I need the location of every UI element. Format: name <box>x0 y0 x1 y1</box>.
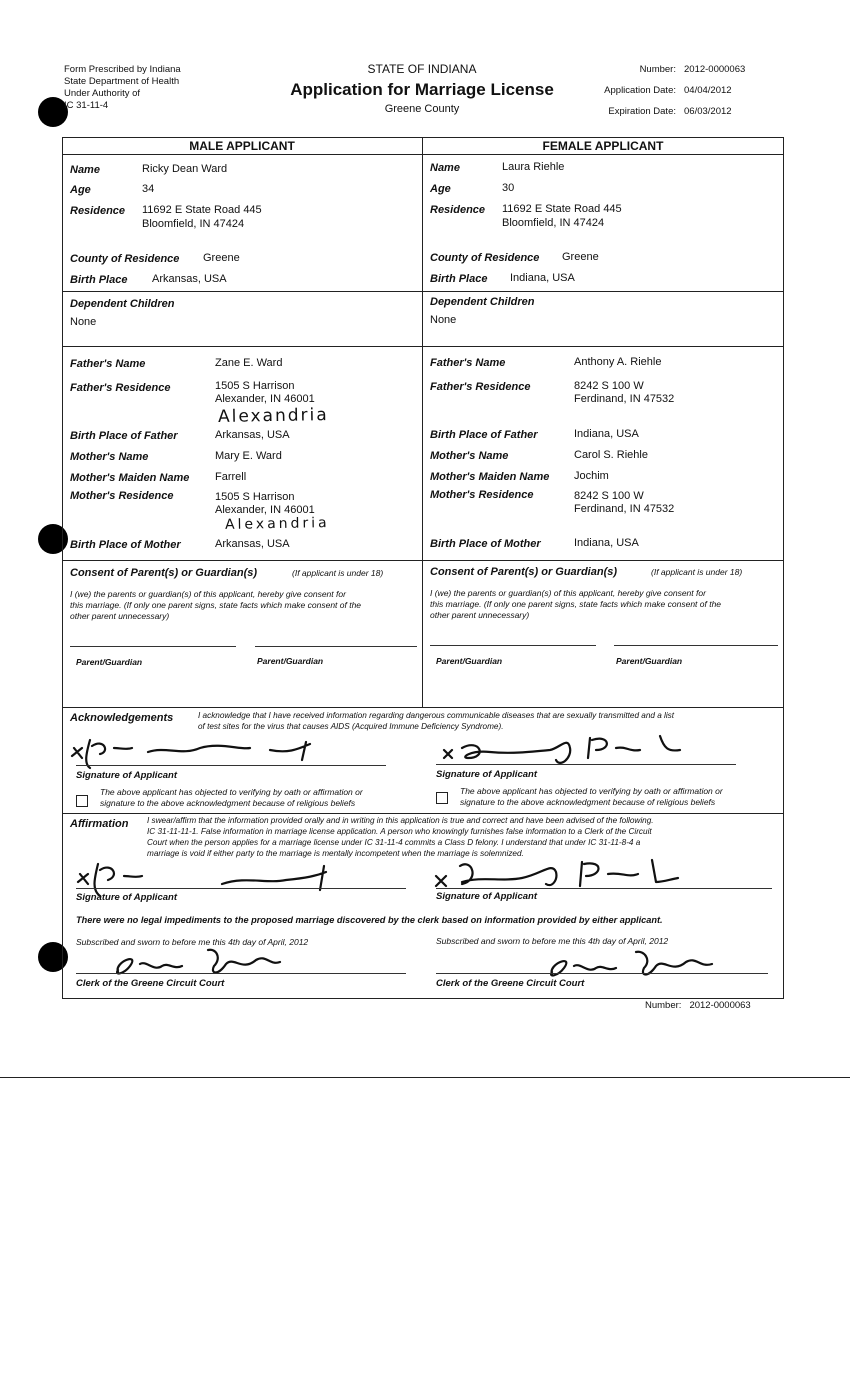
ack-line: of test sites for the virus that causes AIDS (Acquired Immune Deficiency Syndrome). <box>198 722 504 731</box>
female-name-label: Name <box>430 162 460 174</box>
male-mother-maiden-label: Mother's Maiden Name <box>70 472 190 484</box>
female-father-name-value: Anthony A. Riehle <box>574 356 662 368</box>
male-county-value: Greene <box>203 252 240 264</box>
female-applicant-heading: FEMALE APPLICANT <box>542 139 664 153</box>
male-mother-residence-label: Mother's Residence <box>70 490 174 502</box>
female-mother-residence-line2: Ferdinand, IN 47532 <box>574 503 675 515</box>
objection-line: signature to the above acknowledgment because of religious beliefs <box>460 797 716 807</box>
female-father-name-label: Father's Name <box>430 357 506 369</box>
male-birthplace-value: Arkansas, USA <box>152 273 227 285</box>
female-ack-signature <box>440 728 700 773</box>
male-affirm-signature-label: Signature of Applicant <box>76 892 177 903</box>
female-ack-signature-line <box>436 764 736 765</box>
affirmation-title: Affirmation <box>70 818 129 830</box>
section-rule <box>62 707 784 708</box>
male-mother-maiden-value: Farrell <box>215 471 247 483</box>
page-title: Application for Marriage License <box>290 80 554 99</box>
parent-guardian-label: Parent/Guardian <box>436 656 503 666</box>
female-father-birthplace-label: Birth Place of Father <box>430 429 538 441</box>
male-father-residence-line1: 1505 S Harrison <box>215 380 295 392</box>
number-label: Number: <box>639 64 676 75</box>
male-mother-residence-handwritten: Alexandria <box>224 515 330 533</box>
male-dependents-value: None <box>70 316 97 328</box>
female-dependents-value: None <box>430 314 457 326</box>
male-ack-signature-line <box>76 765 386 766</box>
female-mother-maiden-label: Mother's Maiden Name <box>430 471 550 483</box>
parent-guardian-label: Parent/Guardian <box>76 657 143 667</box>
female-age-label: Age <box>430 183 451 195</box>
male-mother-birthplace-label: Birth Place of Mother <box>70 539 181 551</box>
female-father-residence-line2: Ferdinand, IN 47532 <box>574 393 675 405</box>
prescribed-line: Under Authority of <box>64 88 141 99</box>
ack-line: I acknowledge that I have received information regarding dangerous communicable diseases that are sexually transmitted and a list <box>198 711 675 720</box>
footer-number-value: 2012-0000063 <box>689 1000 751 1011</box>
objection-line: The above applicant has objected to verifying by oath or affirmation or <box>460 786 723 796</box>
affirm-line: IC 31-11-11-1. False information in marriage license application. A person who knowingly furnishes false information to a Clerk of the Circuit <box>147 827 652 836</box>
page-bottom-rule <box>0 1077 850 1078</box>
consent-line: this marriage. (If only one parent signs, state facts which make consent of the <box>70 600 362 610</box>
section-rule <box>62 346 784 347</box>
male-father-birthplace-value: Arkansas, USA <box>215 429 290 441</box>
county-heading: Greene County <box>384 103 460 115</box>
parent-guardian-label: Parent/Guardian <box>257 656 324 666</box>
prescribed-line: IC 31-11-4 <box>64 100 109 111</box>
male-clerk-signature <box>110 942 310 982</box>
consent-line: this marriage. (If only one parent signs, state facts which make consent of the <box>430 599 722 609</box>
male-mother-residence-line1: 1505 S Harrison <box>215 491 295 503</box>
application-date-label: Application Date: <box>604 85 676 96</box>
male-dependents-label: Dependent Children <box>70 298 175 310</box>
female-birthplace-value: Indiana, USA <box>510 272 575 284</box>
consent-line: I (we) the parents or guardian(s) of this applicant, hereby give consent for <box>70 589 346 599</box>
female-mother-birthplace-value: Indiana, USA <box>574 537 639 549</box>
male-applicant-heading: MALE APPLICANT <box>189 139 295 153</box>
female-sworn-text: Subscribed and sworn to before me this 4th day of April, 2012 <box>436 936 669 946</box>
male-name-label: Name <box>70 164 100 176</box>
male-age-label: Age <box>70 184 91 196</box>
female-mother-name-label: Mother's Name <box>430 450 509 462</box>
acknowledgements-title: Acknowledgements <box>70 712 174 724</box>
female-mother-birthplace-label: Birth Place of Mother <box>430 538 541 550</box>
form-prescribed-block <box>64 64 224 112</box>
prescribed-line: State Department of Health <box>64 76 180 87</box>
affirm-line: Court when the person applies for a marriage license under IC 31-11-4 commits a Class D felony. I understand that under IC 31-11-8-4 a <box>147 838 641 847</box>
male-mother-residence-line2: Alexander, IN 46001 <box>215 504 315 516</box>
female-county-label: County of Residence <box>430 252 540 264</box>
state-heading: STATE OF INDIANA <box>367 62 477 76</box>
male-father-name-value: Zane E. Ward <box>215 357 283 369</box>
female-birthplace-label: Birth Place <box>430 273 488 285</box>
male-objection-checkbox[interactable] <box>76 795 88 807</box>
consent-line: other parent unnecessary) <box>430 610 530 620</box>
female-father-residence-line1: 8242 S 100 W <box>574 380 644 392</box>
affirm-line: I swear/affirm that the information provided orally and in writing in this application is true and correct and have been advised of the following. <box>147 816 654 825</box>
female-affirm-signature-line <box>436 888 772 889</box>
expiration-date-value: 06/03/2012 <box>684 106 732 117</box>
female-mother-residence-label: Mother's Residence <box>430 489 534 501</box>
male-name-value: Ricky Dean Ward <box>142 163 228 175</box>
male-consent-text <box>70 589 420 622</box>
male-consent-title: Consent of Parent(s) or Guardian(s) <box>70 567 258 579</box>
male-father-residence-handwritten: Alexandria <box>217 405 329 427</box>
female-residence-line1: 11692 E State Road 445 <box>502 203 622 215</box>
no-impediments-statement: There were no legal impediments to the proposed marriage discovered by the clerk based on information provided by either applicant. <box>76 915 663 925</box>
female-dependents-label: Dependent Children <box>430 296 535 308</box>
male-residence-line1: 11692 E State Road 445 <box>142 204 262 216</box>
section-rule <box>62 291 784 292</box>
header-meta <box>590 64 770 127</box>
parent-signature-line <box>614 645 778 646</box>
consent-line: other parent unnecessary) <box>70 611 170 621</box>
female-objection-checkbox[interactable] <box>436 792 448 804</box>
male-objection-text <box>100 787 420 809</box>
application-date-value: 04/04/2012 <box>684 85 732 96</box>
footer-number-label: Number: <box>645 1000 682 1011</box>
objection-line: signature to the above acknowledgment because of religious beliefs <box>100 798 356 808</box>
female-mother-maiden-value: Jochim <box>574 470 609 482</box>
female-clerk-signature-line <box>436 973 768 974</box>
male-signature-label: Signature of Applicant <box>76 770 177 781</box>
female-name-value: Laura Riehle <box>502 161 565 173</box>
section-rule <box>62 560 784 561</box>
female-county-value: Greene <box>562 251 599 263</box>
male-residence-line2: Bloomfield, IN 47424 <box>142 218 245 230</box>
male-mother-name-value: Mary E. Ward <box>215 450 282 462</box>
female-consent-text <box>430 588 780 621</box>
male-affirm-signature-line <box>76 888 406 889</box>
female-consent-note: (If applicant is under 18) <box>651 567 743 577</box>
female-father-birthplace-value: Indiana, USA <box>574 428 639 440</box>
male-clerk-label: Clerk of the Greene Circuit Court <box>76 978 225 989</box>
male-residence-label: Residence <box>70 205 126 217</box>
male-birthplace-label: Birth Place <box>70 274 128 286</box>
consent-line: I (we) the parents or guardian(s) of this applicant, hereby give consent for <box>430 588 706 598</box>
female-clerk-label: Clerk of the Greene Circuit Court <box>436 978 585 989</box>
parent-guardian-label: Parent/Guardian <box>616 656 683 666</box>
male-father-name-label: Father's Name <box>70 358 146 370</box>
female-consent-title: Consent of Parent(s) or Guardian(s) <box>430 566 618 578</box>
female-affirm-signature-label: Signature of Applicant <box>436 891 537 902</box>
female-mother-name-value: Carol S. Riehle <box>574 449 648 461</box>
parent-signature-line <box>70 646 236 647</box>
footer-number <box>645 1000 751 1012</box>
male-father-residence-label: Father's Residence <box>70 382 171 394</box>
section-rule <box>62 813 784 814</box>
parent-signature-line <box>430 645 596 646</box>
female-residence-line2: Bloomfield, IN 47424 <box>502 217 605 229</box>
female-father-residence-label: Father's Residence <box>430 381 531 393</box>
male-father-residence-line2: Alexander, IN 46001 <box>215 393 315 405</box>
female-objection-text <box>460 786 780 808</box>
female-signature-label: Signature of Applicant <box>436 769 537 780</box>
female-age-value: 30 <box>502 182 515 194</box>
male-sworn-text: Subscribed and sworn to before me this 4th day of April, 2012 <box>76 937 309 947</box>
prescribed-line: Form Prescribed by Indiana <box>64 64 181 75</box>
column-divider <box>422 137 423 707</box>
number-value: 2012-0000063 <box>684 64 746 75</box>
male-consent-note: (If applicant is under 18) <box>292 568 384 578</box>
male-father-birthplace-label: Birth Place of Father <box>70 430 178 442</box>
male-mother-birthplace-value: Arkansas, USA <box>215 538 290 550</box>
male-mother-name-label: Mother's Name <box>70 451 149 463</box>
female-residence-label: Residence <box>430 204 486 216</box>
male-ack-signature <box>70 734 370 774</box>
male-clerk-signature-line <box>76 973 406 974</box>
female-mother-residence-line1: 8242 S 100 W <box>574 490 644 502</box>
male-age-value: 34 <box>142 183 155 195</box>
objection-line: The above applicant has objected to verifying by oath or affirmation or <box>100 787 363 797</box>
heading-rule <box>62 154 784 155</box>
affirm-line: marriage is void if either party to the marriage is mentally incompetent when the marriage is solemnized. <box>147 849 524 858</box>
expiration-date-label: Expiration Date: <box>608 106 676 117</box>
parent-signature-line <box>255 646 417 647</box>
male-county-label: County of Residence <box>70 253 180 265</box>
